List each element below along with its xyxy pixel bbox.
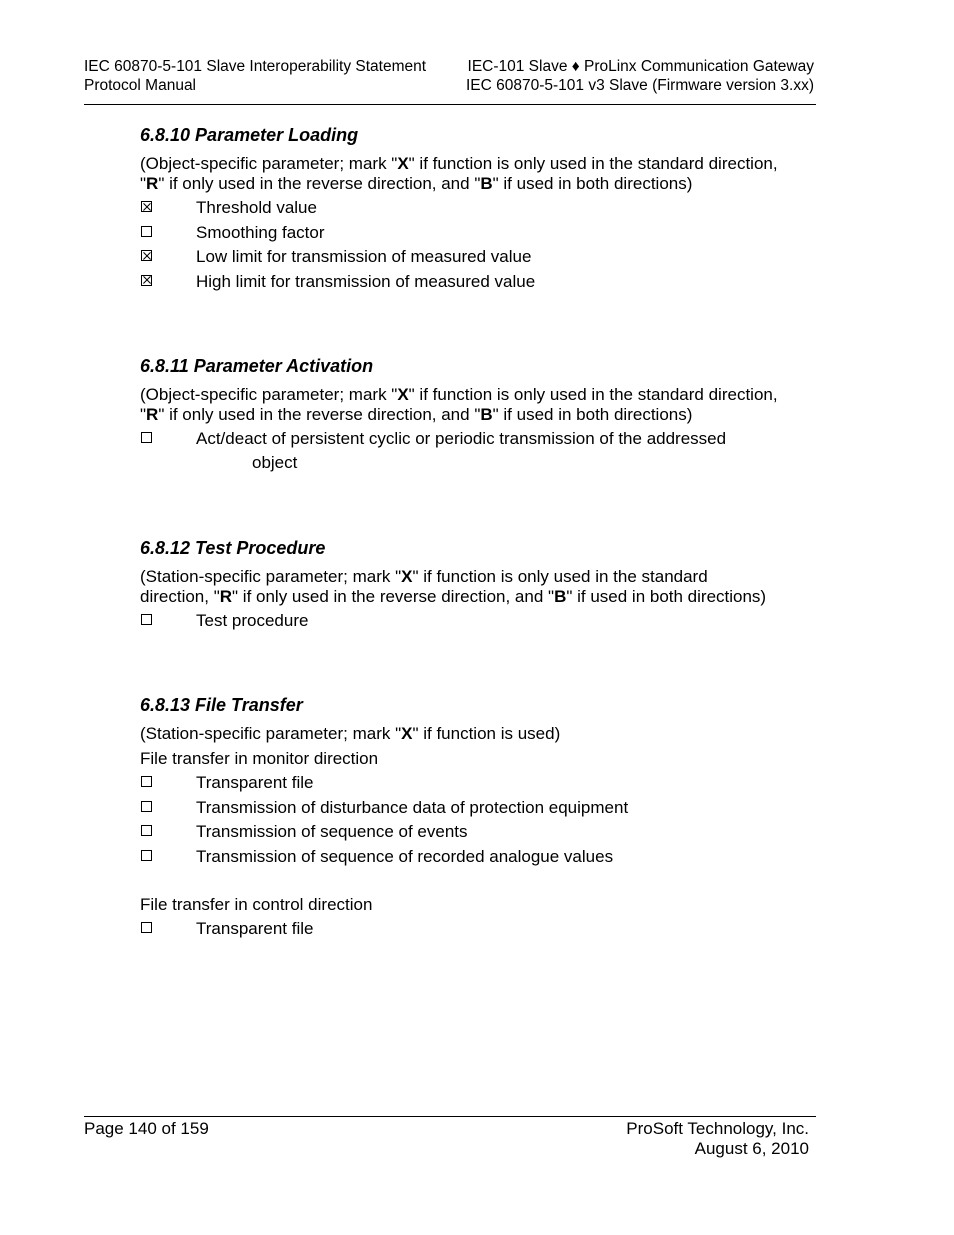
page-footer-right (626, 1119, 809, 1159)
footer-divider (84, 1116, 816, 1117)
header-version: IEC 60870-5-101 v3 Slave (Firmware version 3.xx) (465, 77, 814, 94)
checked-box-icon (141, 250, 152, 261)
monitor-direction-heading: File transfer in monitor direction (140, 749, 379, 768)
page-header-right (466, 57, 814, 95)
section-description: (Station-specific parameter; mark "X" if function is used) (140, 724, 561, 743)
checkbox-item-sequence-of-events: Transmission of sequence of events (140, 822, 780, 847)
checkbox-item-transparent-file-control: Transparent file (140, 919, 780, 944)
checkbox-item-threshold-value: Threshold value (140, 198, 780, 223)
page-number: Page 140 of 159 (84, 1119, 209, 1138)
header-divider (84, 104, 816, 105)
page-header-left (84, 57, 426, 95)
section-file-transfer (140, 694, 780, 944)
header-product: IEC-101 Slave ♦ ProLinx Communication Gateway (467, 58, 814, 75)
checked-box-icon (141, 275, 152, 286)
header-doc-type: Protocol Manual (84, 77, 197, 94)
section-title: 6.8.11 Parameter Activation (140, 356, 374, 376)
footer-date: August 6, 2010 (694, 1139, 809, 1158)
section-title: 6.8.13 File Transfer (140, 695, 303, 715)
checkbox-item-low-limit: Low limit for transmission of measured value (140, 247, 780, 272)
section-description: (Station-specific parameter; mark "X" if function is only used in the standard direction, "R" if only used in the reverse direction, and "B" if used in both directions) (140, 567, 767, 606)
checkbox-item-test-procedure: Test procedure (140, 611, 780, 636)
checkbox-item-transparent-file: Transparent file (140, 773, 780, 798)
section-title: 6.8.10 Parameter Loading (140, 125, 359, 145)
section-description: (Object-specific parameter; mark "X" if function is only used in the standard direction, "R" if only used in the reverse direction, and "B" if used in both directions) (140, 385, 778, 424)
empty-box-icon (141, 776, 152, 787)
section-parameter-loading (140, 124, 780, 296)
checkbox-item-disturbance-data: Transmission of disturbance data of protection equipment (140, 798, 780, 823)
empty-box-icon (141, 922, 152, 933)
checkbox-item-smoothing-factor: Smoothing factor (140, 223, 780, 248)
checkbox-item-continuation: object (252, 453, 298, 472)
checkbox-item-recorded-analogue-values: Transmission of sequence of recorded analogue values (140, 847, 780, 872)
checkbox-item-high-limit: High limit for transmission of measured value (140, 272, 780, 297)
empty-box-icon (141, 801, 152, 812)
empty-box-icon (141, 825, 152, 836)
checked-box-icon (141, 201, 152, 212)
empty-box-icon (141, 614, 152, 625)
empty-box-icon (141, 226, 152, 237)
empty-box-icon (141, 850, 152, 861)
header-doc-title: IEC 60870-5-101 Slave Interoperability Statement (84, 58, 427, 75)
section-title: 6.8.12 Test Procedure (140, 538, 326, 558)
section-test-procedure (140, 537, 780, 636)
checkbox-item-act-deact: Act/deact of persistent cyclic or periodic transmission of the addressed (140, 429, 780, 449)
footer-company: ProSoft Technology, Inc. (626, 1119, 809, 1138)
section-description: (Object-specific parameter; mark "X" if function is only used in the standard direction, "R" if only used in the reverse direction, and "B" if used in both directions) (140, 154, 778, 193)
section-parameter-activation (140, 355, 780, 473)
empty-box-icon (141, 432, 152, 443)
control-direction-heading: File transfer in control direction (140, 895, 373, 915)
